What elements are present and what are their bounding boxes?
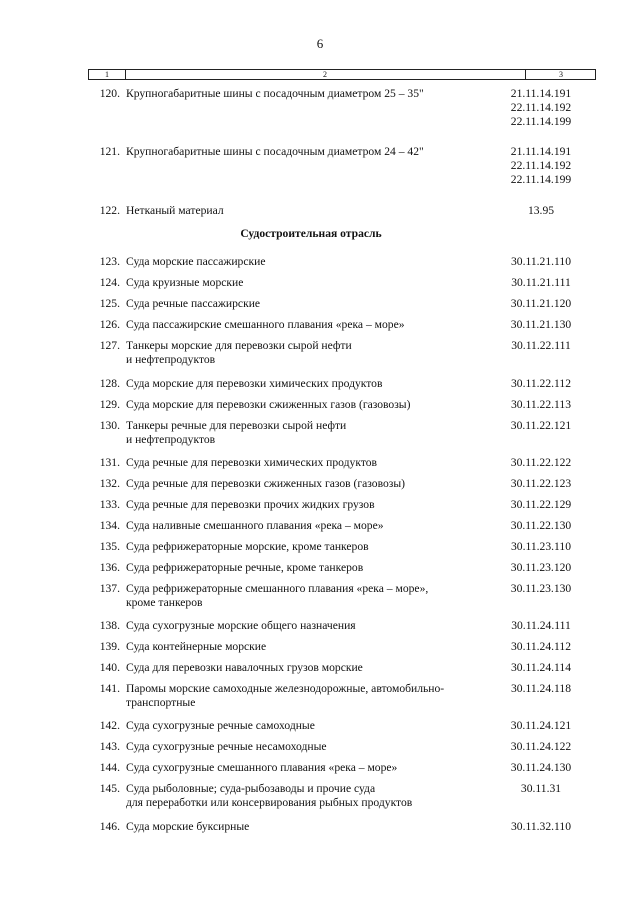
row-number: 134. xyxy=(99,519,120,532)
row-number: 137. xyxy=(99,582,120,595)
row-okpd-code: 30.11.24.112 xyxy=(510,640,571,653)
row-number: 128. xyxy=(99,377,120,390)
row-okpd-code: 21.11.14.191 22.11.14.192 22.11.14.199 xyxy=(510,87,572,128)
row-okpd-code: 21.11.14.191 22.11.14.192 22.11.14.199 xyxy=(510,145,572,186)
row-number: 122. xyxy=(99,204,120,217)
row-product-name: Суда рефрижераторные смешанного плавания «река – море», кроме танкеров xyxy=(126,582,429,609)
row-product-name: Суда рефрижераторные морские, кроме танкеров xyxy=(126,540,369,553)
column-header-code: 3 xyxy=(525,70,596,79)
row-okpd-code: 30.11.21.110 xyxy=(510,255,571,268)
row-okpd-code: 30.11.22.111 xyxy=(511,339,571,352)
row-product-name: Суда пассажирские смешанного плавания «река – море» xyxy=(126,318,405,331)
row-product-name: Суда контейнерные морские xyxy=(126,640,267,653)
row-okpd-code: 30.11.24.122 xyxy=(510,740,572,753)
row-product-name: Суда морские для перевозки химических продуктов xyxy=(126,377,383,390)
row-product-name: Суда речные для перевозки сжиженных газов (газовозы) xyxy=(126,477,406,490)
row-number: 131. xyxy=(99,456,120,469)
row-number: 144. xyxy=(99,761,120,774)
row-number: 139. xyxy=(99,640,120,653)
row-number: 120. xyxy=(99,87,120,100)
row-okpd-code: 30.11.22.130 xyxy=(510,519,572,532)
row-number: 143. xyxy=(99,740,120,753)
row-product-name: Паромы морские самоходные железнодорожные, автомобильно- транспортные xyxy=(126,682,445,709)
row-okpd-code: 30.11.24.121 xyxy=(510,719,572,732)
row-number: 138. xyxy=(99,619,120,632)
row-product-name: Суда для перевозки навалочных грузов морские xyxy=(126,661,363,674)
row-product-name: Суда наливные смешанного плавания «река – море» xyxy=(126,519,384,532)
row-number: 130. xyxy=(99,419,120,432)
row-okpd-code: 30.11.24.118 xyxy=(510,682,571,695)
row-product-name: Суда сухогрузные речные самоходные xyxy=(126,719,315,732)
row-number: 132. xyxy=(99,477,120,490)
row-number: 124. xyxy=(99,276,120,289)
row-product-name: Суда морские пассажирские xyxy=(126,255,266,268)
row-okpd-code: 30.11.22.122 xyxy=(510,456,572,469)
row-okpd-code: 30.11.21.120 xyxy=(510,297,572,310)
column-header-name: 2 xyxy=(323,70,327,79)
row-product-name: Суда речные для перевозки химических продуктов xyxy=(126,456,378,469)
row-okpd-code: 30.11.24.111 xyxy=(511,619,571,632)
row-number: 136. xyxy=(99,561,120,574)
column-header-number: 1 xyxy=(89,70,126,79)
row-product-name: Суда речные пассажирские xyxy=(126,297,261,310)
row-product-name: Суда рефрижераторные речные, кроме танкеров xyxy=(126,561,364,574)
row-number: 121. xyxy=(99,145,120,158)
row-okpd-code: 30.11.23.120 xyxy=(510,561,572,574)
row-product-name: Суда морские буксирные xyxy=(126,820,250,833)
row-okpd-code: 30.11.24.130 xyxy=(510,761,572,774)
row-number: 140. xyxy=(99,661,120,674)
row-number: 146. xyxy=(99,820,120,833)
row-number: 145. xyxy=(99,782,120,795)
row-number: 135. xyxy=(99,540,120,553)
row-product-name: Танкеры речные для перевозки сырой нефти и нефтепродуктов xyxy=(126,419,347,446)
row-number: 129. xyxy=(99,398,120,411)
row-okpd-code: 30.11.23.110 xyxy=(510,540,571,553)
row-product-name: Нетканый материал xyxy=(126,204,224,217)
row-product-name: Крупногабаритные шины с посадочным диаметром 25 – 35" xyxy=(126,87,424,100)
row-okpd-code: 13.95 xyxy=(527,204,555,217)
row-okpd-code: 30.11.31 xyxy=(520,782,562,795)
row-product-name: Суда сухогрузные речные несамоходные xyxy=(126,740,327,753)
row-okpd-code: 30.11.24.114 xyxy=(510,661,571,674)
row-number: 123. xyxy=(99,255,120,268)
row-product-name: Крупногабаритные шины с посадочным диаметром 24 – 42" xyxy=(126,145,424,158)
row-product-name: Суда морские для перевозки сжиженных газов (газовозы) xyxy=(126,398,411,411)
row-okpd-code: 30.11.21.111 xyxy=(511,276,571,289)
row-product-name: Суда круизные морские xyxy=(126,276,244,289)
row-okpd-code: 30.11.22.121 xyxy=(510,419,572,432)
row-okpd-code: 30.11.22.123 xyxy=(510,477,572,490)
row-product-name: Танкеры морские для перевозки сырой нефти и нефтепродуктов xyxy=(126,339,352,366)
row-number: 133. xyxy=(99,498,120,511)
row-okpd-code: 30.11.21.130 xyxy=(510,318,572,331)
page-number: 6 xyxy=(316,36,324,51)
row-okpd-code: 30.11.22.113 xyxy=(510,398,571,411)
row-number: 126. xyxy=(99,318,120,331)
row-number: 141. xyxy=(99,682,120,695)
row-okpd-code: 30.11.23.130 xyxy=(510,582,572,595)
row-number: 142. xyxy=(99,719,120,732)
row-product-name: Суда сухогрузные морские общего назначения xyxy=(126,619,356,632)
row-okpd-code: 30.11.22.129 xyxy=(510,498,572,511)
row-number: 125. xyxy=(99,297,120,310)
section-heading: Судостроительная отрасль xyxy=(240,227,382,240)
row-product-name: Суда рыболовные; суда-рыбозаводы и прочие суда для переработки или консервирования рыбных продуктов xyxy=(126,782,413,809)
row-okpd-code: 30.11.22.112 xyxy=(510,377,571,390)
row-product-name: Суда речные для перевозки прочих жидких грузов xyxy=(126,498,375,511)
row-number: 127. xyxy=(99,339,120,352)
row-product-name: Суда сухогрузные смешанного плавания «река – море» xyxy=(126,761,398,774)
row-okpd-code: 30.11.32.110 xyxy=(510,820,571,833)
